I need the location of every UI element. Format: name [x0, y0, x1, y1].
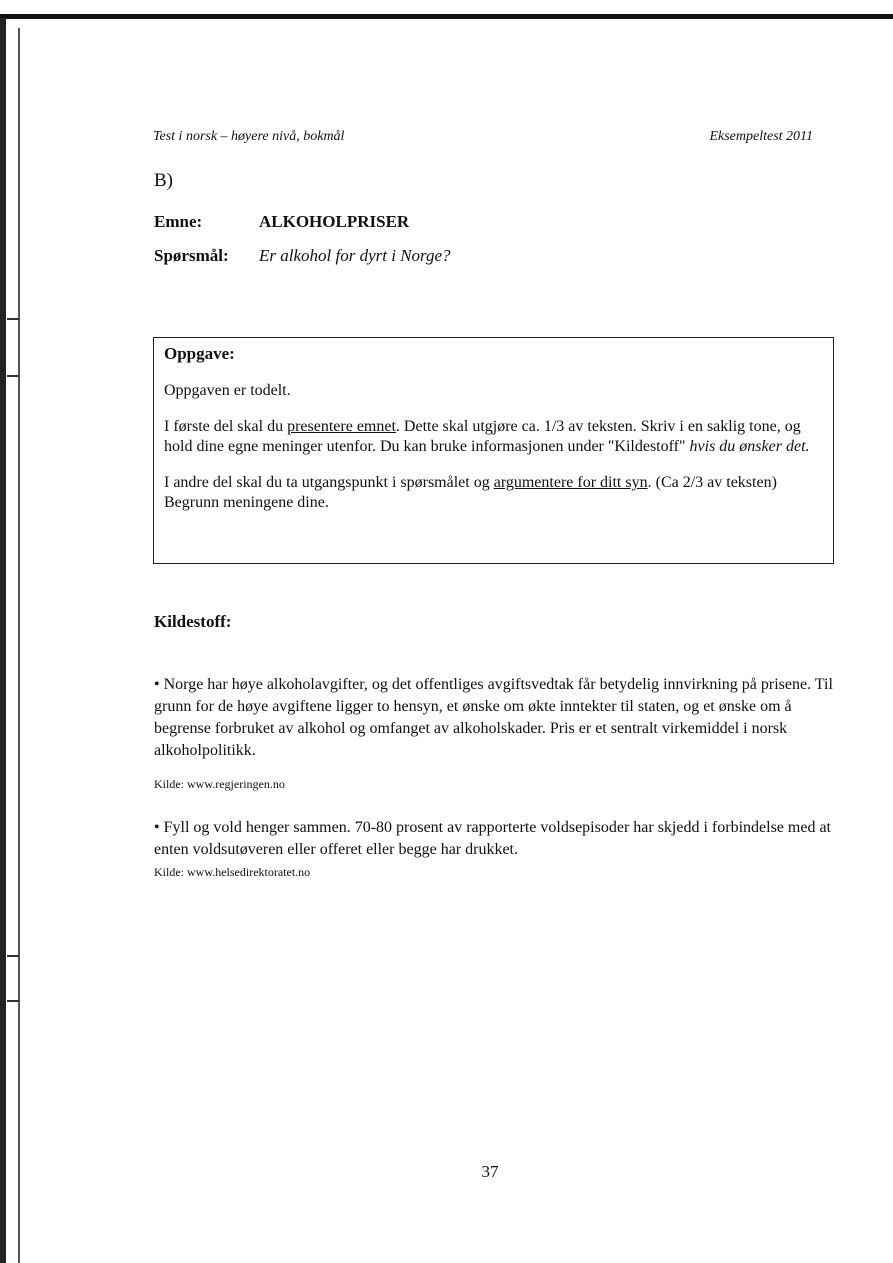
- topic-row: [154, 212, 409, 232]
- source-item-1: • Norge har høye alkoholavgifter, og det offentliges avgiftsvedtak får betydelig innvirkning på prisene. Til grunn for de høye avgiftene ligger to hensyn, et ønske om økte inntekter til staten, og et ønske om å begrense forbruket av alkohol og omfanget av alkoholskader. Pris er et sentralt virkemiddel i norsk alkoholpolitikk.: [154, 676, 833, 759]
- task-part-two-emphasis: argumentere for ditt syn: [493, 474, 648, 491]
- task-part-one-italic: hvis du ønsker det.: [689, 438, 810, 455]
- topic-label: Emne:: [154, 212, 203, 231]
- source-citation-2: Kilde: www.helsedirektoratet.no: [154, 865, 311, 879]
- question-value: Er alkohol for dyrt i Norge?: [259, 246, 451, 265]
- scan-border-line: [18, 28, 20, 1263]
- section-letter: B): [154, 170, 173, 191]
- question-row: [154, 246, 451, 266]
- header-left: Test i norsk – høyere nivå, bokmål: [153, 129, 345, 144]
- page-number: 37: [481, 1162, 499, 1181]
- source-citation-1: Kilde: www.regjeringen.no: [154, 777, 285, 791]
- scan-border-top: [0, 14, 893, 19]
- question-label: Spørsmål:: [154, 246, 229, 265]
- task-intro: Oppgaven er todelt.: [164, 382, 291, 399]
- sources-heading: Kildestoff:: [154, 612, 232, 631]
- scan-border-left: [0, 18, 6, 1263]
- task-title: Oppgave:: [164, 344, 235, 363]
- source-item-2: • Fyll og vold henger sammen. 70-80 prosent av rapporterte voldsepisoder har skjedd i forbindelse med at enten voldsutøveren eller offeret eller begge har drukket.: [154, 819, 831, 858]
- task-part-one-emphasis: presentere emnet: [287, 418, 396, 435]
- task-part-two-instruction: Begrunn meningene dine.: [164, 494, 329, 511]
- task-part-two: I andre del skal du ta utgangspunkt i spørsmålet og argumentere for ditt syn. (Ca 2/3 av teksten) Begrunn meningene dine.: [164, 474, 777, 511]
- task-part-one: I første del skal du presentere emnet. Dette skal utgjøre ca. 1/3 av teksten. Skriv i en saklig tone, og hold dine egne meninger utenfor. Du kan bruke informasjonen under "Kildestoff" hvis du ønsker det.: [164, 418, 810, 455]
- header-right: Eksempeltest 2011: [709, 129, 813, 144]
- topic-value: ALKOHOLPRISER: [259, 212, 410, 231]
- task-box: [153, 337, 834, 564]
